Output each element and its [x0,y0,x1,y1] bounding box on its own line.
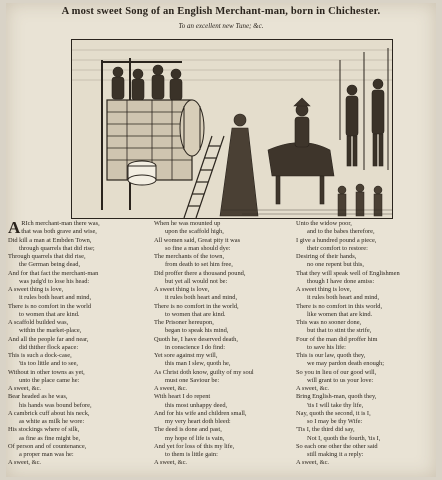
verse-line: a proper man was he: [19,451,74,458]
ballad-title: A most sweet Song of an English Merchant-man, born in Chichester. [61,6,381,17]
verse-line: This is such a dock-case, [8,352,72,359]
chorus-line: There is no comfort in the world [8,302,92,310]
verse-line: to save his life: [307,343,346,351]
verse-line: from death to set him free, [165,261,233,269]
tune-subtitle: To an excellent new Tune; &c. [178,22,264,30]
chorus-line: A sweet thing is love, [8,286,64,293]
chorus-ref: A sweet, &c. [296,459,330,467]
verse-line: began to speak his mind, [165,327,229,335]
woodcut-scene [72,40,392,218]
chorus-line: to women that are kind. [165,310,226,318]
chorus-ref: A sweet, &c. [154,385,188,392]
broadside-sheet [6,3,436,477]
verse-line: And all the people far and near, [8,335,89,343]
verse-line: Through quarrels that did rise, [8,253,86,260]
chorus-line: it rules both heart and mind, [19,294,92,302]
verse-line: I give a hundred pound a piece, [296,236,377,244]
verse-line: All women said, Great pity it was [154,236,241,244]
verse-line: as white as milk he wore: [19,418,85,425]
verse-line: no one repent but this, [307,261,364,269]
chorus-ref: A sweet, &c. [8,385,42,392]
verse-line: Yet sore against my will, [154,352,218,359]
verse-line: will grant to us your love: [307,376,374,384]
chorus-line: like women that are kind. [307,310,373,318]
verse-line: And for that fact the merchant-man [8,269,99,277]
verse-line: did thither flock apace: [19,343,79,351]
verse-line: Nay, quoth the second, it is I, [296,409,371,417]
verse-line: my hope of life is vain, [165,434,225,442]
verse-line: With heart I do repent [154,393,211,401]
chorus-ref: A sweet, &c. [296,385,330,392]
verse-line: unto the place came he: [19,376,80,384]
verse-line: this most unhappy deed, [165,401,228,409]
chorus-line: it rules both heart and mind, [165,294,238,302]
verse-line: This was no sooner done, [296,319,362,326]
verse-line: Quoth he, I have deserved death, [154,335,238,343]
verse-line: Bear headed as he was, [8,393,68,401]
verse-line: 'tis too little and to see, [19,360,79,368]
chorus-line: to women that are kind. [19,310,80,318]
verse-line: in conscience I do find: [165,343,225,351]
verse-line: as fine as fine might be, [19,434,81,442]
verse-line: And yet for loss of this my life, [154,442,235,450]
chorus-line: There is no comfort in this world, [296,302,383,310]
verse-line: Did proffer there a thousand pound, [154,269,246,277]
woodcut-illustration [71,39,393,219]
verse-column-1 [8,220,143,468]
verse-line: Four of the man did proffer him [296,335,378,343]
verse-line: Without in other towns as yet, [8,368,85,376]
verse-line: must one Saviour be: [165,376,220,384]
verse-line: Bring English-man, quoth they, [296,393,377,401]
verse-line: RIch merchant-man there was, [21,220,100,227]
verse-line: so I may be thy Wife: [307,418,363,425]
verse-line: This is our law, quoth they, [296,352,366,359]
verse-line: so fine a man should dye: [165,244,231,252]
verse-line: Unto the widow poor, [296,220,352,227]
verse-line: His stockings where of silk, [8,426,80,434]
verse-line: though I have done amiss: [307,277,375,285]
verse-line: was judg'd to lose his head: [19,277,90,285]
verse-line: So each one other the other said [296,442,378,450]
verse-line: 'tis I will take thy life, [307,401,364,409]
verse-line: A scaffold builded was, [8,319,69,326]
verse-line: Desiring of their hands, [296,253,357,260]
verse-line: Not I, quoth the fourth, 'tis I, [307,434,381,442]
verse-line: The merchants of the town, [154,253,225,260]
dropcap-letter: A [8,218,21,237]
verse-line: and to the babes therefore, [307,228,375,236]
verse-line: but that to stint the strife, [307,327,372,335]
verse-line: the German being dead, [19,261,81,269]
chorus-line: A sweet thing is love, [154,286,210,293]
verse-line: upon the scaffold high, [165,228,224,236]
verse-line: this man I slew, quoth he, [165,360,231,368]
verse-line: through quarrels that did rise; [19,244,95,252]
verse-line: Did kill a man at Embden Town, [8,236,92,244]
verse-line: That they will speak well of Englishmen [296,269,400,277]
verse-line: that was both grave and wise, [21,228,97,236]
chorus-line: A sweet thing is love, [296,286,352,293]
verse-column-3 [296,220,431,468]
verse-line: When he was mounted up [154,220,221,227]
verse-line: So you in lieu of our good will, [296,368,377,376]
verse-line: 'Tis I, the third did say, [296,426,355,434]
chorus-line: There is no comfort in the world, [154,302,239,310]
verse-line: my very heart doth bleed: [165,418,231,425]
verse-line: The deed is done and past, [154,426,222,434]
chorus-line: it rules both heart and mind, [307,294,380,302]
verse-line: A cambrick cuff about his neck, [8,409,90,417]
verse-column-2 [154,220,289,468]
chorus-ref: A sweet, &c. [154,459,188,467]
verse-line: his hands was bound before, [19,401,92,409]
verse-line: within the market-place, [19,327,82,335]
verse-line: to them is little gain: [165,451,218,458]
chorus-ref: A sweet, &c. [8,459,42,467]
verse-line: still making it a reply: [307,451,364,458]
verse-line: but yet all would not be: [165,277,228,285]
verse-line: The Prisoner hereupon, [154,319,214,326]
verse-line: As Christ doth know, guilty of my soul [154,368,254,376]
verse-line: we may pardon death enough; [307,360,385,368]
verse-line: their comfort to restore: [307,244,368,252]
verse-line: Of person and of countenance, [8,442,87,450]
verse-line: And for his wife and children small, [154,409,247,417]
